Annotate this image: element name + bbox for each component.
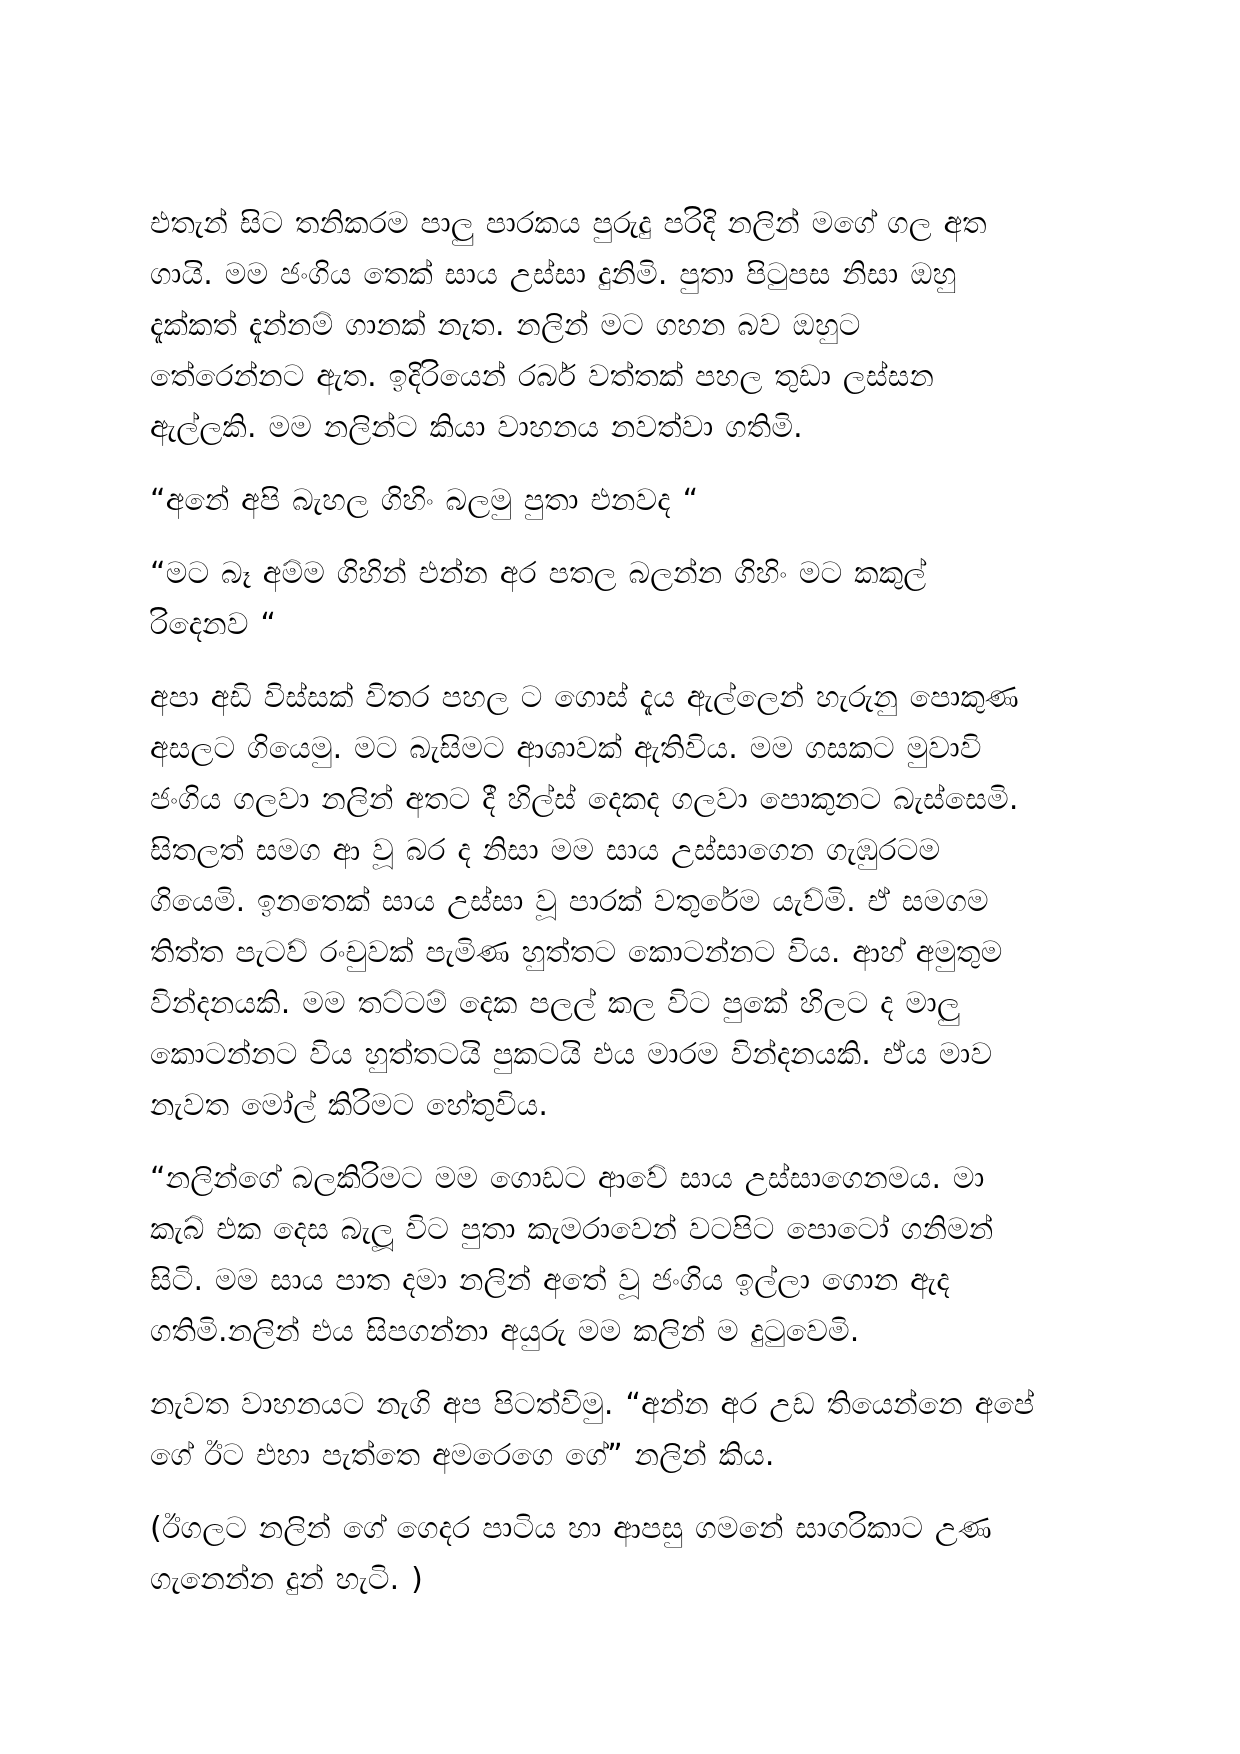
text-line: නැවත වාහනයට නැගි අප පිටත්විමු. “අන්න අර උඩ තියෙන්නෙ අපේ [150,1387,1035,1422]
text-line: දැක්කත් දැන්නම් ගානක් නැත. නලින් මට ගහන බව ඔහුට [150,308,861,343]
text-line: කොටන්නට විය හුත්තටයි පුකටයි එය මාරම වින්දනයකි. ඒය මාව [150,1037,993,1072]
text-line: ඇල්ලකි. මම නලින්ට කියා වාහනය නවත්වා ගතිමි. [150,410,803,445]
paragraph-5 [150,1153,1090,1357]
text-line: එතැන් සිට තනිකරම පාලු පාරකය පුරුදු පරිදි නලින් මගේ ගල අත [150,206,987,241]
text-line: සිටි. මම සාය පාත දමා නලින් අතේ වූ ජංගිය ඉල්ලා ගොන ඇද [150,1263,950,1298]
text-line: “මට බෑ අම්ම ගිහින් එන්න අර පතල බලන්න ගිහිං මට කකුල් [150,556,927,591]
text-line: (ඊගලට නලින් ගේ ගෙදර පාටිය හා ආපසු ගමනේ සාගරිකාට උණ [150,1511,992,1546]
text-line: ගායි. මම ජංගිය තෙක් සාය උස්සා දුනිමි. පුතා පිටුපස නිසා ඔහු [150,257,957,292]
text-line: වින්දනයකි. මම තට්ටම් දෙක පලල් කල විට පුකේ හිලට ද මාලු [150,986,961,1021]
text-line: කැබ් එක දෙස බැලූ විට පුතා කැමරාවෙන් වටපිට පොටෝ ගනිමන් [150,1212,994,1247]
text-line: සිතලත් සමග ආ වූ බර ද නිසා මම සාය උස්සාගෙන ගැඹුරටම [150,833,941,868]
text-line: අසලට ගියෙමු. මට බැසිමට ආශාවක් ඇතිවිය. මම ගසකට මුවාවි [150,731,982,766]
text-line: තිත්ත පැටව් රංචුවක් පැමිණ හුත්තට කොටන්නට විය. ආහ් අමුතුම [150,935,1003,970]
text-line: ගතිමි.නලින් එය සිපගන්නා අයුරු මම කලින් ම දුටුවෙමි. [150,1314,860,1349]
text-line: “නලින්ගේ බලකිරිමට මම ගොඩට ආවේ සාය උස්සාගෙනමය. මා [150,1161,985,1196]
paragraph-4 [150,672,1090,1131]
text-line: රිදෙනව “ [150,607,277,642]
text-line: අපා අඩි විස්සක් විතර පහල ට ගොස් දැය ඇල්ලෙන් හැරුනු පොකුණ [150,680,1019,715]
text-line: ගේ ඊට එහා පැත්තෙ අමරෙගෙ ගේ” නලින් කිය. [150,1438,775,1473]
text-line: ජංගිය ගලවා නලින් අතට දී හිල්ස් දෙකද ගලවා පොකුනට බැස්සෙමි. [150,782,1019,817]
text-line: තේරෙන්නට ඇත. ඉදිරියෙන් රබර් වත්තක් පහල තුඩා ලස්සන [150,359,935,394]
paragraph-1 [150,198,1090,453]
text-line: ගැනෙන්න දුන් හැටි. ) [150,1562,424,1597]
paragraph-3 [150,548,1090,650]
paragraph-6 [150,1379,1090,1481]
paragraph-7 [150,1503,1090,1605]
text-line: ගියෙමි. ඉනතෙක් සාය උස්සා වූ පාරක් වතුරේම යැව්මි. ඒ සමගම [150,884,989,919]
text-line: “අනේ අපි බැහල ගිහිං බලමු පුතා එනවද “ [150,483,699,518]
text-line: නැවත මෝල් කිරිමට හේතුවිය. [150,1088,549,1123]
paragraph-2 [150,475,1090,526]
